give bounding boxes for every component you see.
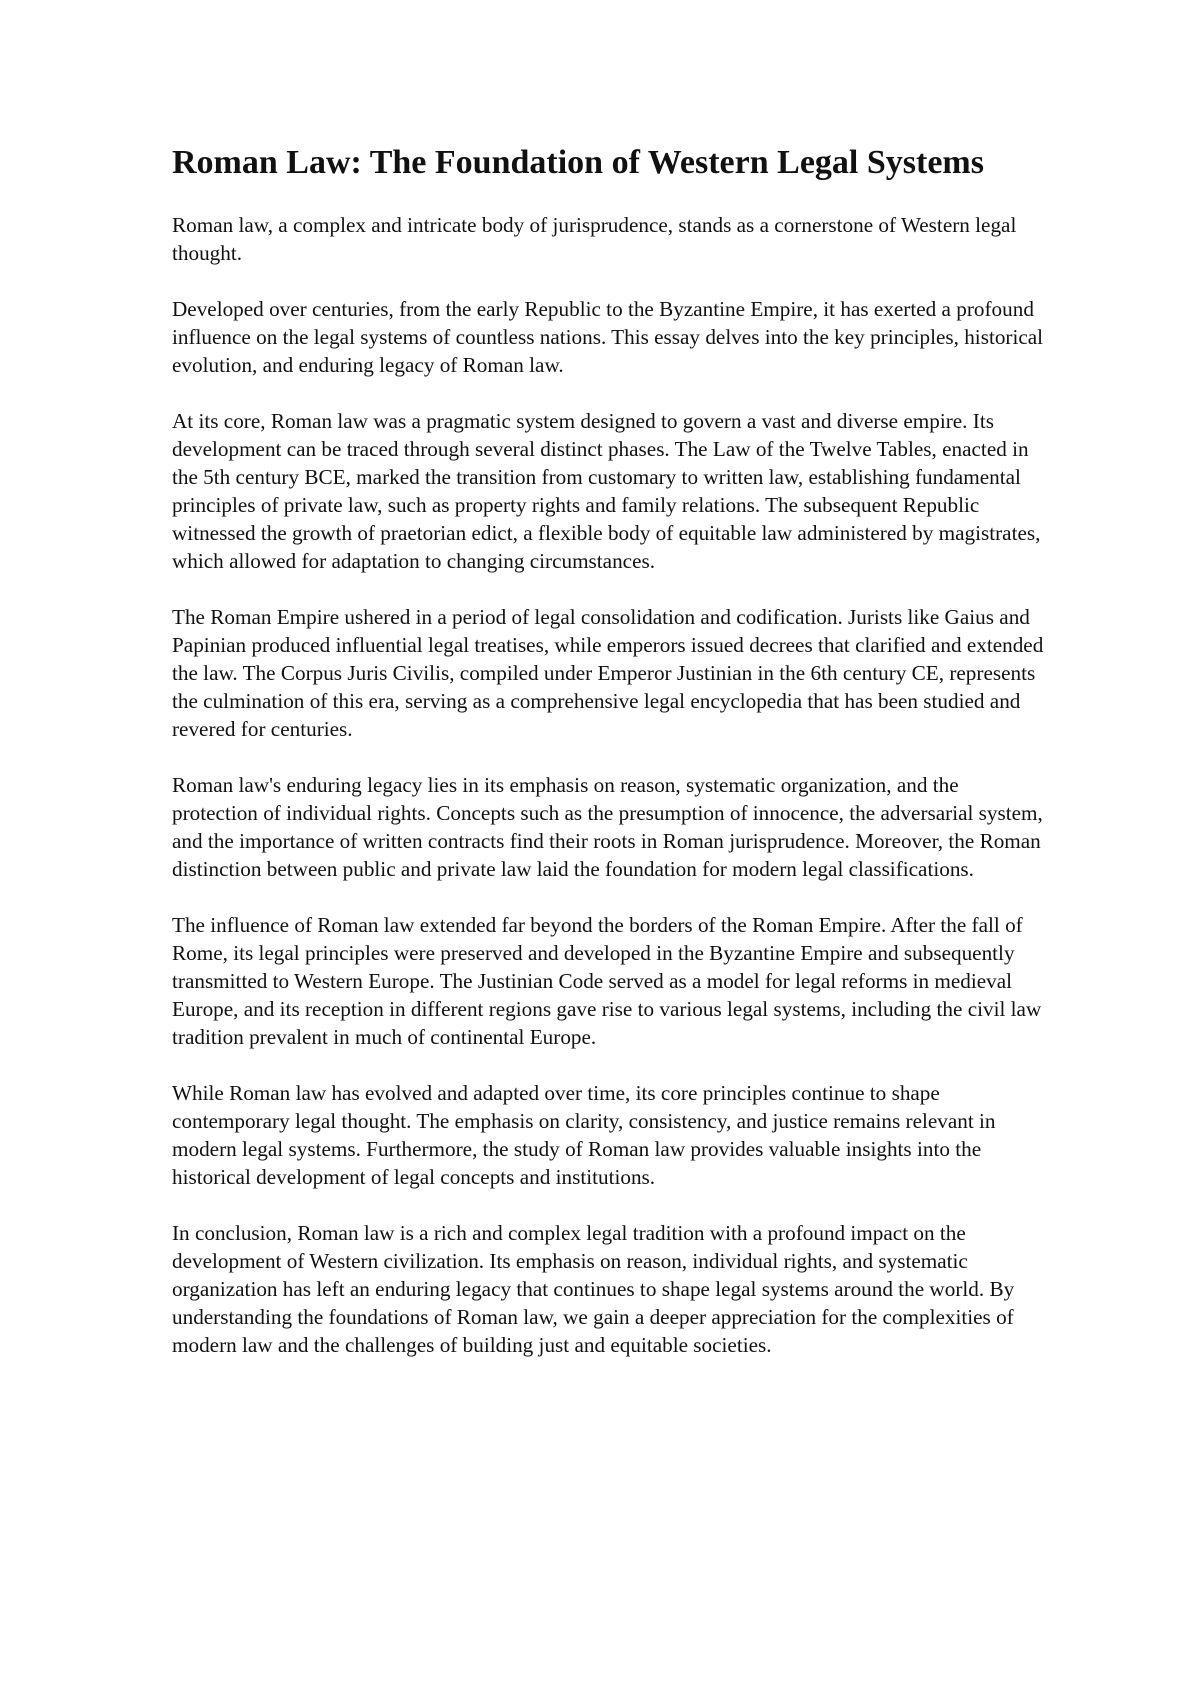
paragraph-evolution: While Roman law has evolved and adapted over time, its core principles continue to shape contemporary legal thought. The emphasis on clarity, consistency, and justice remains relevant in modern legal systems. Furthermore, the study of Roman law provides valuable insights into the historical development of legal concepts and institutions. [172,1081,996,1189]
paragraph-conclusion: In conclusion, Roman law is a rich and complex legal tradition with a profound impact on the development of Western civilization. Its emphasis on reason, individual rights, and systematic organization has left an enduring legacy that continues to shape legal systems around the world. By understanding the foundations of Roman law, we gain a deeper appreciation for the complexities of modern law and the challenges of building just and equitable societies. [172,1221,1015,1357]
paragraph-development: Developed over centuries, from the early Republic to the Byzantine Empire, it has exerted a profound influence on the legal systems of countless nations. This essay delves into the key principles, historical evolution, and enduring legacy of Roman law. [172,297,1044,377]
paragraph-empire: The Roman Empire ushered in a period of legal consolidation and codification. Jurists like Gaius and Papinian produced influential legal treatises, while emperors issued decrees that clarified and extended the law. The Corpus Juris Civilis, compiled under Emperor Justinian in the 6th century CE, represents the culmination of this era, serving as a comprehensive legal encyclopedia that has been studied and revered for centuries. [172,605,1044,741]
paragraph-legacy: Roman law's enduring legacy lies in its emphasis on reason, systematic organization, and the protection of individual rights. Concepts such as the presumption of innocence, the adversarial system, and the importance of written contracts find their roots in Roman jurisprudence. Moreover, the Roman distinction between public and private law laid the foundation for modern legal classifications. [172,773,1043,881]
paragraph-influence: The influence of Roman law extended far beyond the borders of the Roman Empire. After the fall of Rome, its legal principles were preserved and developed in the Byzantine Empire and subsequently transmitted to Western Europe. The Justinian Code served as a model for legal reforms in medieval Europe, and its reception in different regions gave rise to various legal systems, including the civil law tradition prevalent in much of continental Europe. [172,913,1042,1049]
document-title: Roman Law: The Foundation of Western Legal Systems [172,144,984,181]
paragraph-core: At its core, Roman law was a pragmatic system designed to govern a vast and diverse empire. Its development can be traced through several distinct phases. The Law of the Twelve Tables, enacted in the 5th century BCE, marked the transition from customary to written law, establishing fundamental principles of private law, such as property rights and family relations. The subsequent Republic witnessed the growth of praetorian edict, a flexible body of equitable law administered by magistrates, which allowed for adaptation to changing circumstances. [172,409,1041,573]
paragraph-intro: Roman law, a complex and intricate body of jurisprudence, stands as a cornerstone of Western legal thought. [172,213,1017,265]
document-page [172,142,1044,1387]
